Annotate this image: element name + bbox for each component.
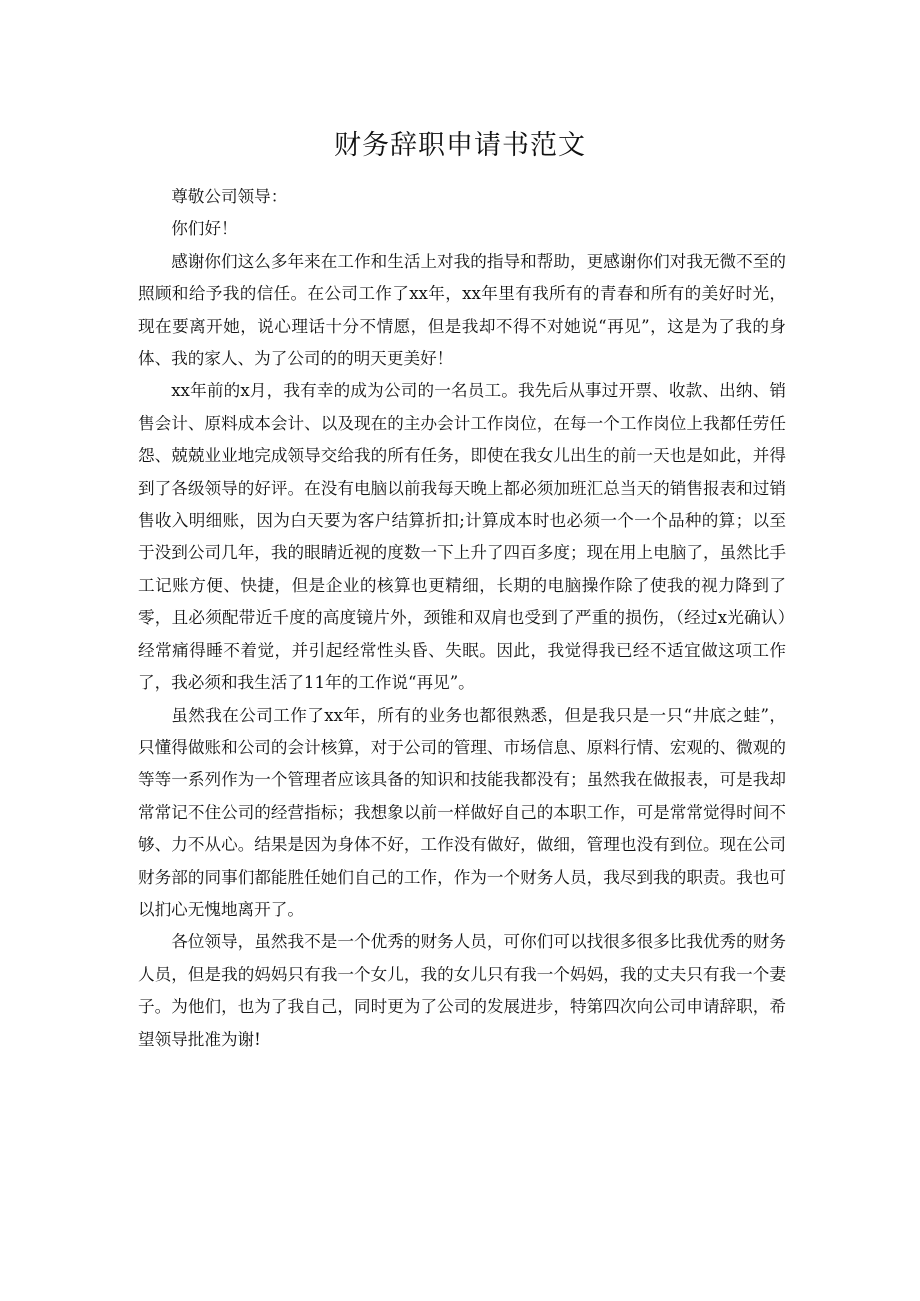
greeting: 你们好！ bbox=[171, 219, 238, 239]
salutation: 尊敬公司领导： bbox=[171, 187, 288, 206]
document-title: 财务辞职申请书范文 bbox=[334, 130, 586, 161]
document-body bbox=[138, 181, 786, 1056]
paragraph-1: 感谢你们这么多年来在工作和生活上对我的指导和帮助，更感谢你们对我无微不至的照顾和给予我的信任。在公司工作了xx年，xx年里有我所有的青春和所有的美好时光，现在要离开她，说心理话十分不情愿，但是我却不得不对她说“再见”，这是为了我的身体、我的家人、为了公司的的明天更美好！ bbox=[138, 251, 786, 369]
paragraph-4: 各位领导，虽然我不是一个优秀的财务人员，可你们可以找很多很多比我优秀的财务人员，但是我的妈妈只有我一个女儿，我的女儿只有我一个妈妈，我的丈夫只有我一个妻子。为他们，也为了我自己，同时更为了公司的发展进步，特第四次向公司申请辞职，希望领导批准为谢! bbox=[138, 932, 786, 1049]
paragraph-3: 虽然我在公司工作了xx年，所有的业务也都很熟悉，但是我只是一只“井底之蛙”，只懂得做账和公司的会计核算，对于公司的管理、市场信息、原料行情、宏观的、微观的等等一系列作为一个管理者应该具备的知识和技能我都没有；虽然我在做报表，可是我却常常记不住公司的经营指标；我想象以前一样做好自己的本职工作，可是常常觉得时间不够、力不从心。结果是因为身体不好，工作没有做好，做细，管理也没有到位。现在公司财务部的同事们都能胜任她们自己的工作，作为一个财务人员，我尽到我的职责。我也可以扪心无愧地离开了。 bbox=[138, 705, 786, 919]
paragraph-2: xx年前的x月，我有幸的成为公司的一名员工。我先后从事过开票、收款、出纳、销售会计、原料成本会计、以及现在的主办会计工作岗位，在每一个工作岗位上我都任劳任怨、兢兢业业地完成领导交给我的所有任务，即使在我女儿出生的前一天也是如此，并得到了各级领导的好评。在没有电脑以前我每天晚上都必须加班汇总当天的销售报表和过销售收入明细账，因为白天要为客户结算折扣;计算成本时也必须一个一个品种的算；以至于没到公司几年，我的眼睛近视的度数一下上升了四百多度；现在用上电脑了，虽然比手工记账方便、快捷，但是企业的核算也更精细，长期的电脑操作除了使我的视力降到了零，且必须配带近千度的高度镜片外，颈锥和双肩也受到了严重的损伤，（经过x光确认）经常痛得睡不着觉，并引起经常性头昏、失眠。因此，我觉得我已经不适宜做这项工作了，我必须和我生活了11年的工作说“再见”。 bbox=[138, 381, 786, 693]
